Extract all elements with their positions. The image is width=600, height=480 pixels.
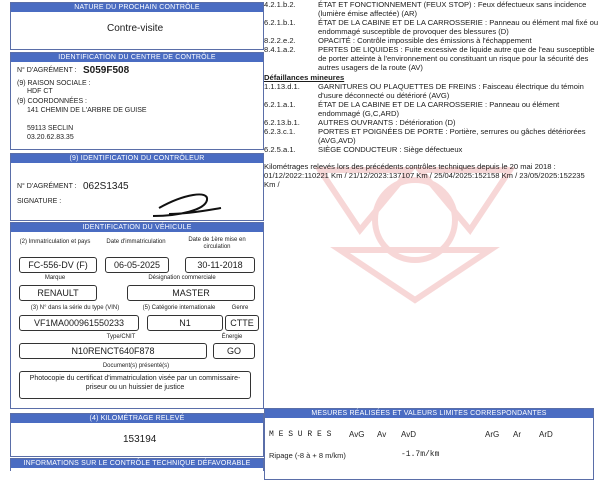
defaillance-item (264, 18, 600, 36)
centre-agrement-value: S059F508 (83, 65, 130, 76)
type-label: Type/CNIT (106, 334, 136, 340)
defaillance-mineure-text: SIÈGE CONDUCTEUR : Siège défectueux (318, 145, 463, 154)
informations-panel (10, 458, 264, 471)
mesures-col-av: Av (377, 430, 387, 439)
defaillance-mineure-item (264, 82, 600, 100)
mesures-panel (264, 408, 594, 480)
ripage-label: Ripage (-8 à + 8 m/km) (269, 451, 346, 460)
mesures-title: M E S U R E S (269, 430, 332, 439)
centre-agrement-label: N° D'AGRÉMENT : (17, 67, 77, 74)
signature-scribble-icon (139, 180, 229, 220)
type-value-box: N10RENCT640F878 (19, 343, 207, 359)
prochain-controle-panel (10, 2, 264, 50)
defaillance-code: 4.2.1.b.2. (264, 0, 296, 9)
defaillance-text: ÉTAT ET FONCTIONNEMENT (FEUX STOP) : Feux défectueux sans incidence (lumière émise affectée) (AR) (318, 0, 587, 18)
defaillance-mineure-text: PORTES ET POIGNÉES DE PORTE : Portière, serrures ou gâches détériorées (AVG,AVD) (318, 127, 586, 145)
kilometrage-panel (10, 413, 264, 457)
defaillance-mineure-item (264, 127, 600, 145)
vehicule-header: IDENTIFICATION DU VÉHICULE (11, 223, 263, 232)
defaillance-mineure-text: AUTRES OUVRANTS : Détérioration (D) (318, 118, 456, 127)
energie-label: Énergie (221, 334, 243, 340)
vin-label: (3) N° dans la série du type (VIN) (30, 305, 120, 311)
ripage-value: -1.7m/km (401, 450, 440, 459)
defaillance-mineure-text: GARNITURES OU PLAQUETTES DE FREINS : Faisceau électrique du témoin d'usure déconnecté ou détérioré (AVG) (318, 82, 584, 100)
defaillances-section (264, 0, 600, 189)
date-mise-label: Date de 1ère mise en circulation (188, 237, 246, 250)
vehicule-panel (10, 222, 264, 409)
centre-raison-label: (9) RAISON SOCIALE : (17, 80, 91, 87)
defaillance-mineure-code: 6.2.13.b.1. (264, 118, 300, 127)
defaillance-mineure-code: 6.2.3.c.1. (264, 127, 296, 136)
defaillance-item (264, 45, 600, 72)
vin-value-box: VF1MA000961550233 (19, 315, 139, 331)
informations-header: INFORMATIONS SUR LE CONTRÔLE TECHNIQUE DÉFAVORABLE (11, 459, 263, 468)
km-history: Kilométrages relevés lors des précédents contrôles techniques depuis le 20 mai 2018 : 01/12/2022:110221 Km / 21/12/2023:137107 Km / 25/04/2025:152158 Km / 23/05/2025:152235 Km / (264, 162, 585, 189)
defaillance-mineure-code: 6.2.5.a.1. (264, 145, 296, 154)
date-immat-label: Date d'immatriculation (106, 239, 166, 245)
immat-label: (2) Immatriculation et pays (19, 239, 91, 245)
marque-value-box: RENAULT (19, 285, 97, 301)
defaillance-item (264, 36, 600, 45)
centre-city: 59113 SECLIN (27, 125, 74, 132)
mesures-col-avd: AvD (401, 430, 416, 439)
controleur-signature-label: SIGNATURE : (17, 198, 62, 205)
controleur-header: (9) IDENTIFICATION DU CONTRÔLEUR (11, 154, 263, 163)
categorie-value-box: N1 (147, 315, 223, 331)
documents-label: Document(s) présenté(s) (102, 363, 170, 369)
centre-raison-value: HDF CT (27, 88, 53, 95)
defaillance-mineure-text: ÉTAT DE LA CABINE ET DE LA CARROSSERIE : Panneau ou élément endommagé (G,C,ARD) (318, 100, 560, 118)
defaillance-code: 8.2.2.e.2. (264, 36, 296, 45)
defaillance-text: ÉTAT DE LA CABINE ET DE LA CARROSSERIE : Panneau ou élément mal fixé ou endommagé susceptible de provoquer des blessures (D) (318, 18, 599, 36)
centre-phone: 03.20.62.83.35 (27, 134, 74, 141)
defaillance-mineure-item (264, 118, 600, 127)
centre-controle-panel (10, 52, 264, 150)
documents-value-box: Photocopie du certificat d'immatriculation visée par un commissaire-priseur ou un huissier de justice (19, 371, 251, 399)
defaillance-item (264, 0, 600, 18)
controleur-agrement-label: N° D'AGRÉMENT : (17, 183, 77, 190)
centre-coord-label: (9) COORDONNÉES : (17, 98, 88, 105)
mesures-col-avg: AvG (349, 430, 365, 439)
genre-label: Genre (231, 305, 249, 311)
energie-value-box: GO (213, 343, 255, 359)
defaillance-mineure-code: 1.1.13.d.1. (264, 82, 300, 91)
kilometrage-value: 153194 (123, 434, 157, 445)
defaillance-code: 6.2.1.b.1. (264, 18, 296, 27)
immat-value-box: FC-556-DV (F) (19, 257, 97, 273)
categorie-label: (5) Catégorie internationale (142, 305, 216, 311)
defaillance-mineure-item (264, 145, 600, 154)
date-immat-value-box: 06-05-2025 (105, 257, 169, 273)
centre-controle-header: IDENTIFICATION DU CENTRE DE CONTRÔLE (11, 53, 263, 62)
defaillance-code: 8.4.1.a.2. (264, 45, 296, 54)
date-mise-value-box: 30-11-2018 (185, 257, 255, 273)
mineures-title: Défaillances mineures (264, 73, 345, 82)
designation-label: Désignation commerciale (148, 275, 216, 281)
mesures-col-arg: ArG (485, 430, 500, 439)
defaillance-mineure-code: 6.2.1.a.1. (264, 100, 296, 109)
mesures-col-ar: Ar (513, 430, 521, 439)
defaillance-text: OPACITÉ : Contrôle impossible des émissions à l'échappement (318, 36, 532, 45)
prochain-controle-header: NATURE DU PROCHAIN CONTRÔLE (11, 3, 263, 12)
designation-value-box: MASTER (127, 285, 255, 301)
kilometrage-header: (4) KILOMÉTRAGE RELEVÉ (11, 414, 263, 423)
controleur-panel (10, 153, 264, 221)
marque-label: Marque (44, 275, 66, 281)
genre-value-box: CTTE (225, 315, 259, 331)
mesures-col-ard: ArD (539, 430, 553, 439)
mesures-header: MESURES RÉALISÉES ET VALEURS LIMITES CORRESPONDANTES (265, 409, 593, 418)
prochain-controle-value: Contre-visite (107, 23, 164, 34)
centre-address: 141 CHEMIN DE L'ARBRE DE GUISE (27, 107, 147, 114)
defaillance-mineure-item (264, 100, 600, 118)
defaillance-text: PERTES DE LIQUIDES : Fuite excessive de liquide autre que de l'eau susceptible de porter atteinte à l'environnement ou constituant un risque pour la sécurité des autres usagers de la route (AV) (318, 45, 595, 72)
controleur-agrement-value: 062S1345 (83, 181, 129, 192)
